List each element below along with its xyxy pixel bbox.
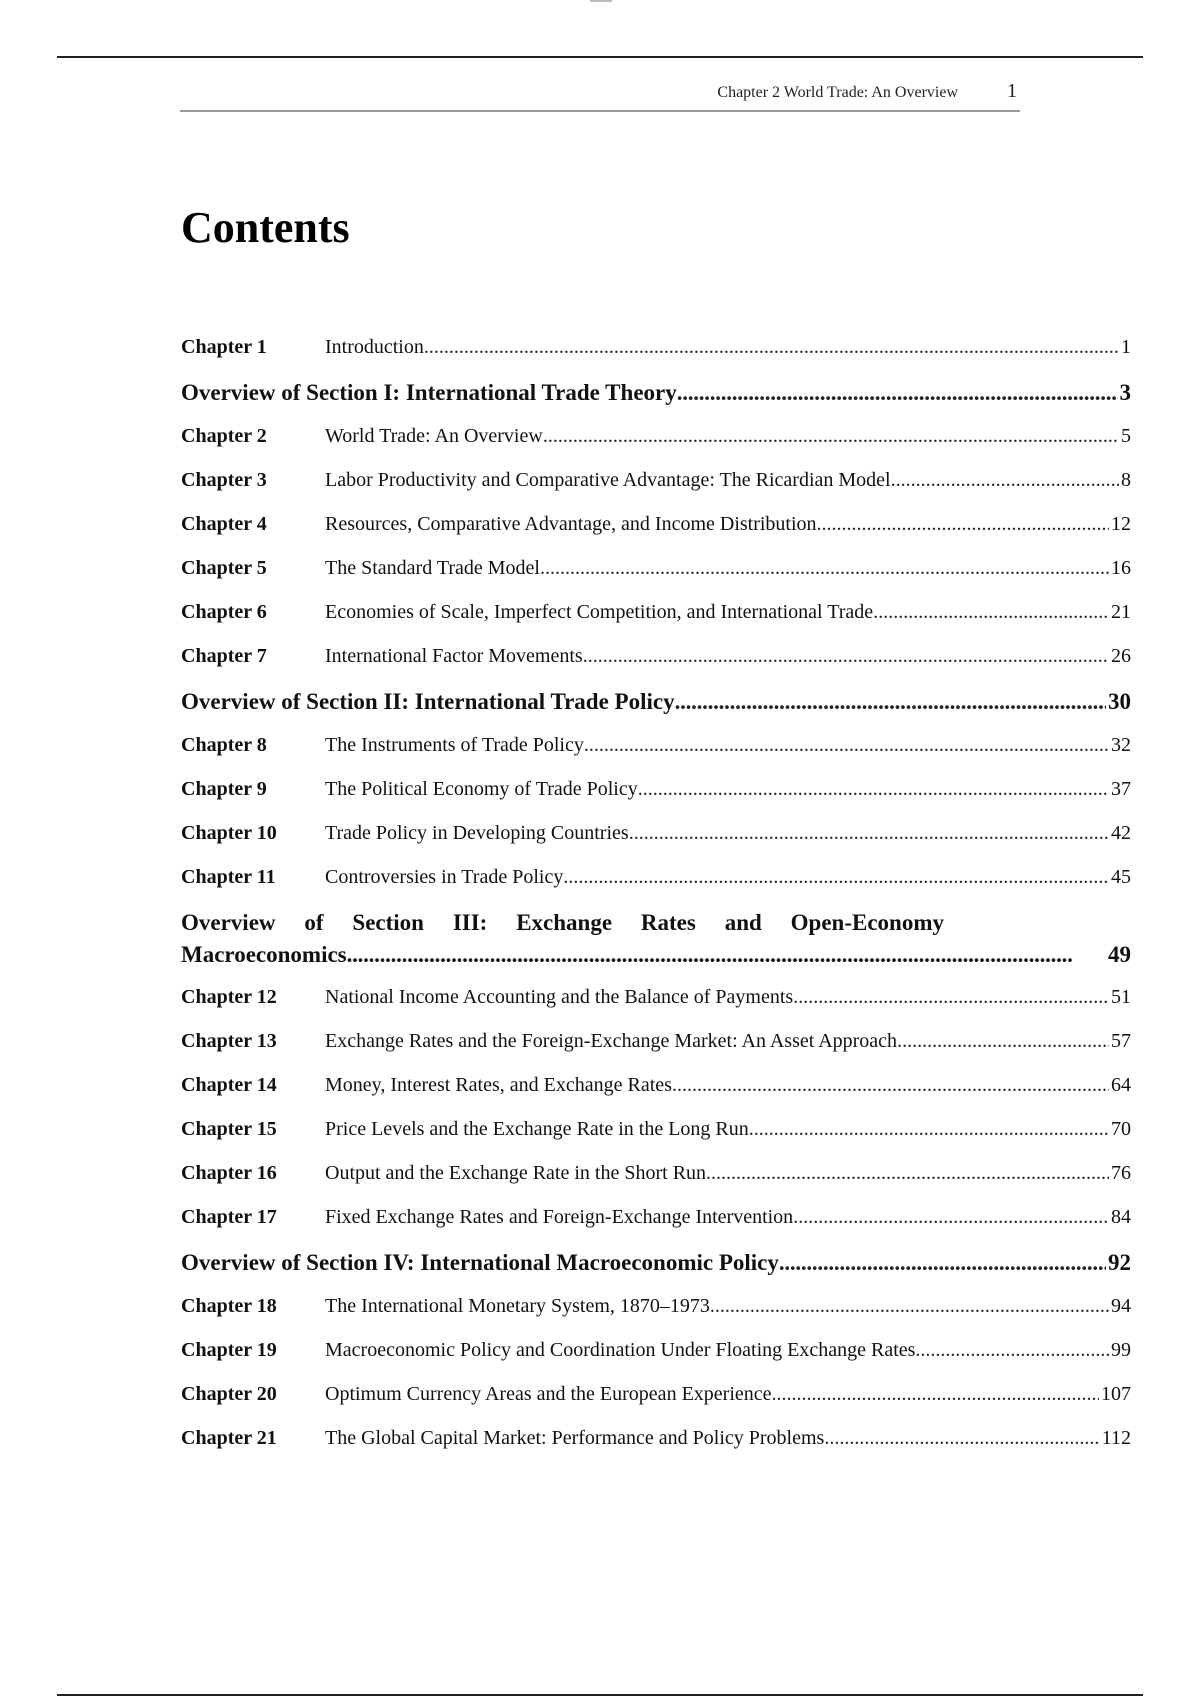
dot-leader (584, 734, 1109, 757)
toc-entry-chapter-6[interactable] (181, 601, 1131, 645)
chapter-title: Trade Policy in Developing Countries (325, 822, 629, 844)
section-title-word: Exchange (516, 910, 613, 935)
dot-leader (793, 986, 1109, 1009)
chapter-title: World Trade: An Overview (325, 425, 543, 447)
chapter-title: The Global Capital Market: Performance and Policy Problems (325, 1427, 825, 1449)
toc-entry-chapter-2[interactable] (181, 425, 1131, 469)
page-number: 107 (1101, 1383, 1131, 1405)
section-title-word: Rates (640, 910, 696, 935)
chapter-title: Introduction (325, 336, 424, 358)
chapter-title: Money, Interest Rates, and Exchange Rates (325, 1074, 672, 1096)
chapter-title: The Standard Trade Model (325, 557, 540, 579)
page-number: 45 (1111, 866, 1131, 888)
toc-entry-chapter-14[interactable] (181, 1074, 1131, 1118)
section-title: Overview of Section I: International Trade Theory (181, 380, 677, 405)
toc-section-2[interactable] (181, 689, 1131, 734)
toc-entry-chapter-13[interactable] (181, 1030, 1131, 1074)
page-number: 51 (1111, 986, 1131, 1008)
page-title: Contents (181, 203, 350, 252)
toc-entry-chapter-17[interactable] (181, 1206, 1131, 1250)
running-header-page-number: 1 (1007, 80, 1017, 102)
toc-entry-chapter-8[interactable] (181, 734, 1131, 778)
chapter-label: Chapter 14 (181, 1074, 277, 1096)
page-number: 12 (1111, 513, 1131, 535)
dot-leader (779, 1250, 1106, 1276)
chapter-label: Chapter 8 (181, 734, 267, 756)
toc-entry-chapter-18[interactable] (181, 1295, 1131, 1339)
page-number: 94 (1111, 1295, 1131, 1317)
dot-leader (817, 513, 1109, 536)
chapter-title: The Political Economy of Trade Policy (325, 778, 638, 800)
chapter-label: Chapter 15 (181, 1118, 277, 1140)
page-number: 26 (1111, 645, 1131, 667)
top-rule (57, 56, 1143, 58)
chapter-label: Chapter 11 (181, 866, 276, 888)
chapter-label: Chapter 7 (181, 645, 267, 667)
toc-entry-chapter-19[interactable] (181, 1339, 1131, 1383)
page-number: 92 (1108, 1250, 1131, 1275)
dot-leader (749, 1118, 1109, 1141)
dot-leader (638, 778, 1109, 801)
chapter-label: Chapter 3 (181, 469, 267, 491)
chapter-label: Chapter 6 (181, 601, 267, 623)
section-title-word: Open-Economy (790, 910, 944, 935)
dot-leader (629, 822, 1109, 845)
section-title-word: Section (352, 910, 424, 935)
page-number: 84 (1111, 1206, 1131, 1228)
page-number: 57 (1111, 1030, 1131, 1052)
dot-leader (540, 557, 1109, 580)
section-title-word: of (304, 910, 324, 935)
page-number: 8 (1121, 469, 1131, 491)
page-number: 1 (1121, 336, 1131, 358)
toc-section-4[interactable] (181, 1250, 1131, 1295)
dot-leader (710, 1295, 1109, 1318)
chapter-label: Chapter 2 (181, 425, 267, 447)
dot-leader (563, 866, 1109, 889)
dot-leader (897, 1030, 1109, 1053)
dot-leader (793, 1206, 1109, 1229)
chapter-title: Macroeconomic Policy and Coordination Under Floating Exchange Rates (325, 1339, 916, 1361)
chapter-title: International Factor Movements (325, 645, 583, 667)
dot-leader (424, 336, 1119, 359)
dot-leader (677, 380, 1118, 406)
chapter-label: Chapter 5 (181, 557, 267, 579)
toc-entry-chapter-16[interactable] (181, 1162, 1131, 1206)
dot-leader (772, 1383, 1099, 1406)
dot-leader (543, 425, 1119, 448)
toc-entry-chapter-5[interactable] (181, 557, 1131, 601)
chapter-label: Chapter 17 (181, 1206, 277, 1228)
toc-entry-chapter-3[interactable] (181, 469, 1131, 513)
chapter-label: Chapter 12 (181, 986, 277, 1008)
chapter-label: Chapter 10 (181, 822, 277, 844)
page-number: 112 (1101, 1427, 1131, 1449)
chapter-label: Chapter 9 (181, 778, 267, 800)
chapter-title: Fixed Exchange Rates and Foreign-Exchange Intervention (325, 1206, 794, 1228)
dot-leader (915, 1339, 1109, 1362)
toc-entry-chapter-1[interactable] (181, 336, 1131, 380)
toc-entry-chapter-11[interactable] (181, 866, 1131, 910)
dot-leader (824, 1427, 1099, 1450)
top-crop-mark (590, 0, 612, 2)
page-number: 99 (1111, 1339, 1131, 1361)
chapter-label: Chapter 13 (181, 1030, 277, 1052)
page-number: 21 (1111, 601, 1131, 623)
chapter-title: Controversies in Trade Policy (325, 866, 564, 888)
dot-leader (583, 645, 1109, 668)
running-header-title: Chapter 2 World Trade: An Overview (717, 84, 958, 101)
page-number: 42 (1111, 822, 1131, 844)
running-header (180, 80, 1020, 112)
chapter-title: The Instruments of Trade Policy (325, 734, 584, 756)
toc-entry-chapter-15[interactable] (181, 1118, 1131, 1162)
page-number: 70 (1111, 1118, 1131, 1140)
chapter-title: Labor Productivity and Comparative Advantage: The Ricardian Model (325, 469, 891, 491)
toc-section-3[interactable] (181, 910, 1131, 986)
chapter-title: Economies of Scale, Imperfect Competition, and International Trade (325, 601, 874, 623)
bottom-rule (57, 1694, 1143, 1696)
page-number: 5 (1121, 425, 1131, 447)
dot-leader (347, 942, 1108, 968)
chapter-label: Chapter 1 (181, 336, 267, 358)
page-number: 16 (1111, 557, 1131, 579)
section-title-line-2 (181, 942, 1131, 986)
chapter-label: Chapter 21 (181, 1427, 277, 1449)
page-number: 3 (1119, 380, 1131, 405)
section-title-word: Overview (181, 910, 276, 935)
chapter-label: Chapter 20 (181, 1383, 277, 1405)
section-title-line-1 (181, 910, 944, 942)
toc-entry-chapter-12[interactable] (181, 986, 1131, 1030)
dot-leader (672, 1074, 1109, 1097)
page-number: 30 (1108, 689, 1131, 714)
toc-section-1[interactable] (181, 380, 1131, 425)
toc-entry-chapter-10[interactable] (181, 822, 1131, 866)
toc-entry-chapter-4[interactable] (181, 513, 1131, 557)
section-title-continued: Macroeconomics (181, 942, 347, 967)
section-title-word: and (724, 910, 762, 935)
toc-entry-chapter-9[interactable] (181, 778, 1131, 822)
section-title-word: III: (452, 910, 488, 935)
chapter-title: National Income Accounting and the Balance of Payments (325, 986, 794, 1008)
chapter-title: Optimum Currency Areas and the European Experience (325, 1383, 772, 1405)
chapter-title: Exchange Rates and the Foreign-Exchange Market: An Asset Approach (325, 1030, 898, 1052)
page-number: 64 (1111, 1074, 1131, 1096)
chapter-label: Chapter 18 (181, 1295, 277, 1317)
chapter-label: Chapter 4 (181, 513, 267, 535)
section-title: Overview of Section II: International Trade Policy (181, 689, 675, 714)
page-number: 37 (1111, 778, 1131, 800)
chapter-label: Chapter 16 (181, 1162, 277, 1184)
chapter-title: The International Monetary System, 1870–1973 (325, 1295, 710, 1317)
section-title: Overview of Section IV: International Macroeconomic Policy (181, 1250, 779, 1275)
table-of-contents (181, 336, 1131, 1471)
chapter-title: Price Levels and the Exchange Rate in the Long Run (325, 1118, 749, 1140)
toc-entry-chapter-7[interactable] (181, 645, 1131, 689)
page-number: 49 (1108, 942, 1131, 967)
toc-entry-chapter-20[interactable] (181, 1383, 1131, 1427)
chapter-title: Output and the Exchange Rate in the Short Run (325, 1162, 707, 1184)
dot-leader (675, 689, 1106, 715)
chapter-title: Resources, Comparative Advantage, and Income Distribution (325, 513, 817, 535)
dot-leader (873, 601, 1109, 624)
page-number: 76 (1111, 1162, 1131, 1184)
toc-entry-chapter-21[interactable] (181, 1427, 1131, 1471)
dot-leader (706, 1162, 1109, 1185)
page-number: 32 (1111, 734, 1131, 756)
chapter-label: Chapter 19 (181, 1339, 277, 1361)
dot-leader (891, 469, 1119, 492)
